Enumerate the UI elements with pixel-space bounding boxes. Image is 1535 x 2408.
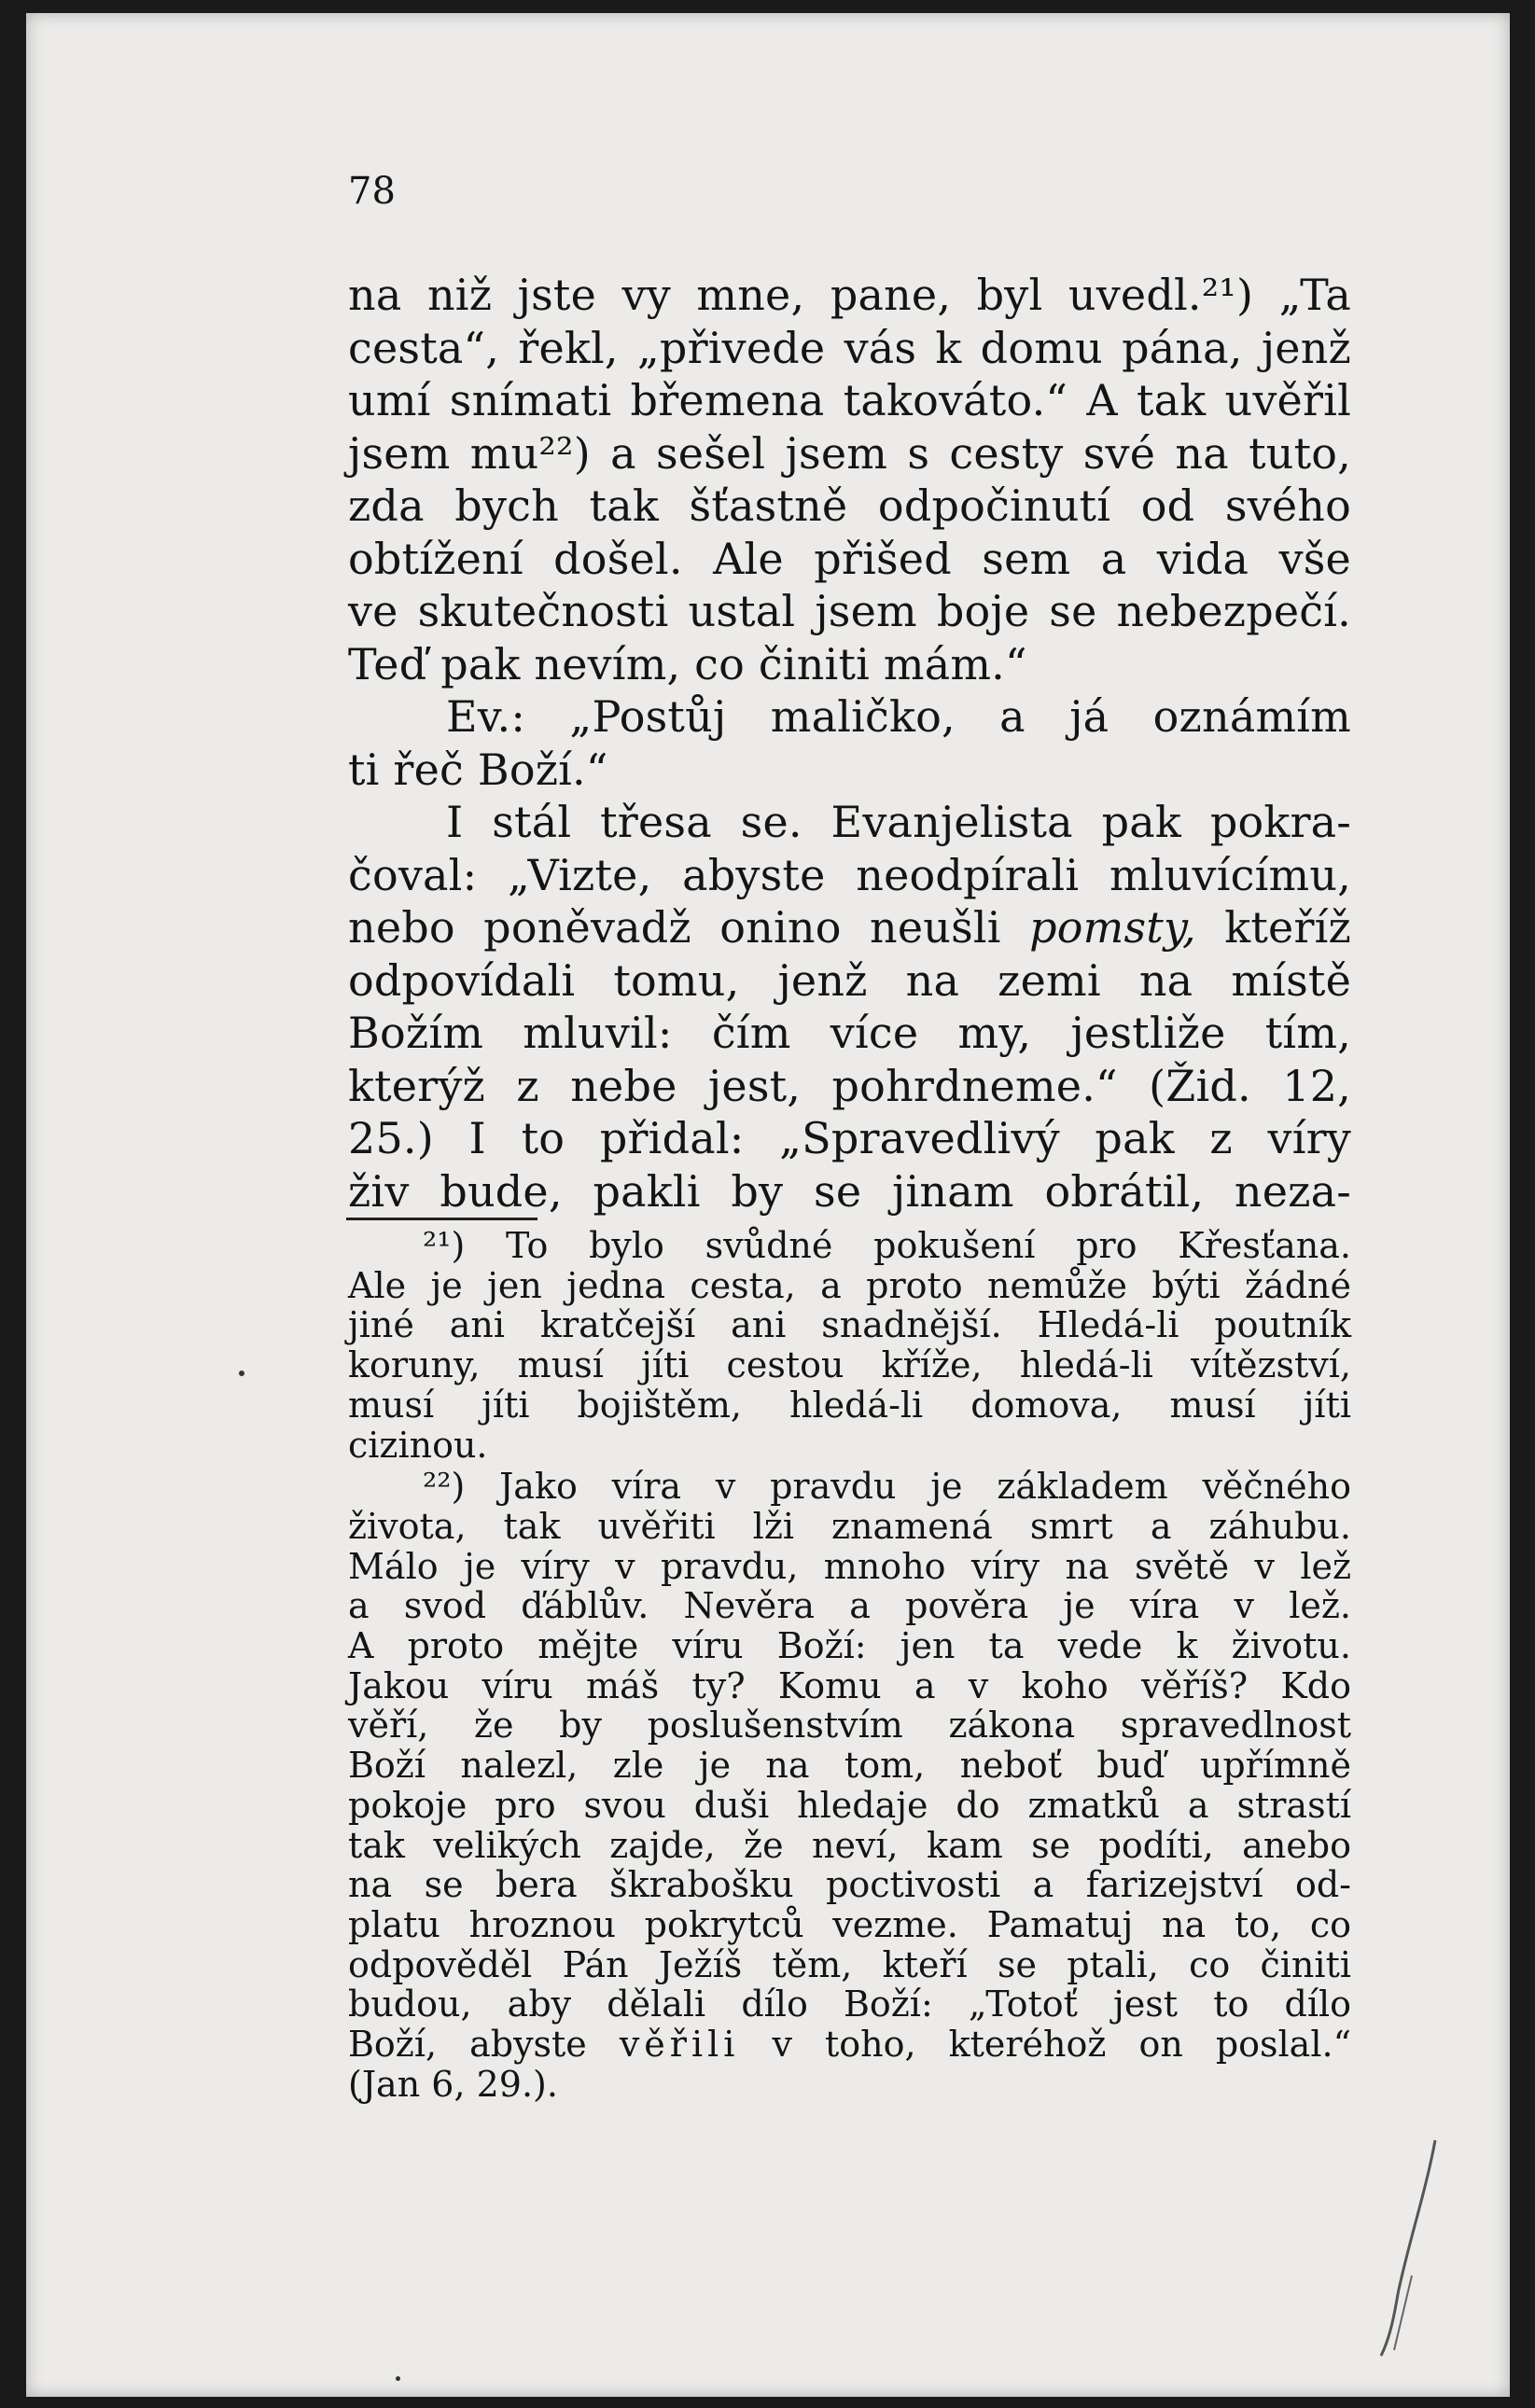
footnote-line: tak velikých zajde, že neví, kam se podíti, anebo: [348, 1824, 1351, 1866]
footnote-line: Jakou víru máš ty? Komu a v koho věříš? Kdo: [348, 1664, 1351, 1706]
ink-speck: [396, 2376, 400, 2381]
body-line: odpovídali tomu, jenž na zemi na místě: [348, 954, 1351, 1006]
footnote-line: odpověděl Pán Ježíš těm, kteří se ptali, co činiti: [348, 1943, 1351, 1985]
body-line: živ bude, pakli by se jinam obrátil, neza-: [348, 1165, 1351, 1217]
footnote-22: [348, 1467, 1351, 2104]
body-line: čoval: „Vizte, abyste neodpírali mluvícímu,: [348, 849, 1351, 900]
body-line: jsem mu²²) a sešel jsem s cesty své na tuto,: [348, 427, 1351, 479]
footnote-divider: [346, 1218, 537, 1220]
spaced-word: věřili: [619, 2024, 740, 2066]
body-line: Teď pak nevím, co činiti mám.“: [348, 638, 1027, 689]
footnote-line: cizinou.: [348, 1424, 488, 1466]
body-line: na niž jste vy mne, pane, byl uvedl.²¹) „Ta: [348, 270, 1351, 320]
footnote-line: a svod ďáblův. Nevěra a pověra je víra v lež.: [348, 1585, 1351, 1627]
body-line: obtížení došel. Ale přišed sem a vida vše: [348, 533, 1351, 584]
body-line: umí snímati břemena takováto.“ A tak uvěřil: [348, 375, 1351, 425]
ink-speck: [239, 1371, 244, 1376]
footnote-line: koruny, musí jíti cestou kříže, hledá-li vítězství,: [348, 1344, 1351, 1386]
footnote-line: platu hroznou pokrytců vezme. Pamatuj na to, co: [348, 1903, 1351, 1945]
footnote-line: věří, že by poslušenstvím zákona spravedlnost: [348, 1705, 1351, 1747]
footnote-line: pokoje pro svou duši hledaje do zmatků a strastí: [348, 1784, 1351, 1826]
footnote-line: na se bera škrabošku poctivosti a farizejství od-: [348, 1864, 1351, 1906]
pen-mark-icon: [1370, 2136, 1444, 2359]
main-text: [348, 269, 1351, 1218]
body-line: Božím mluvil: čím více my, jestliže tím,: [348, 1008, 1351, 1058]
text-run: kteříž: [1195, 902, 1351, 953]
footnote-line: musí jíti bojištěm, hledá-li domova, musí jíti: [348, 1384, 1351, 1426]
italic-word: pomsty,: [1029, 902, 1196, 953]
text-run: nebo poněvadž onino neušli: [348, 902, 1030, 953]
body-line: ve skutečnosti ustal jsem boje se nebezpečí.: [348, 586, 1351, 636]
body-line: zda bych tak šťastně odpočinutí od svého: [348, 480, 1351, 531]
book-page: [26, 13, 1510, 2397]
footnote-line: ²¹) To bylo svůdné pokušení pro Křesťana.: [423, 1225, 1351, 1266]
footnote-line: [348, 2025, 1351, 2065]
footnote-line: budou, aby dělali dílo Boží: „Totoť jest to dílo: [348, 1983, 1351, 2025]
footnote-line: Málo je víry v pravdu, mnoho víry na světě v lež: [348, 1545, 1351, 1587]
footnote-line: života, tak uvěřiti lži znamená smrt a záhubu.: [348, 1505, 1351, 1547]
footnotes: [348, 1226, 1351, 2104]
text-run: v toho, kteréhož on poslal.“: [739, 2024, 1352, 2066]
footnote-line: A proto mějte víru Boží: jen ta vede k životu.: [348, 1625, 1351, 1667]
footnote-line: jiné ani kratčejší ani snadnější. Hledá-li poutník: [348, 1304, 1351, 1346]
footnote-line: Ale je jen jedna cesta, a proto nemůže býti žádné: [348, 1264, 1351, 1306]
footnote-line: (Jan 6, 29.).: [348, 2063, 558, 2105]
body-line: ti řeč Boží.“: [348, 744, 608, 795]
body-line: kterýž z nebe jest, pohrdneme.“ (Žid. 12,: [348, 1060, 1351, 1111]
body-line: [348, 901, 1351, 954]
body-line: Ev.: „Postůj maličko, a já oznámím: [446, 691, 1351, 742]
footnote-line: Boží nalezl, zle je na tom, neboť buď upřímně: [348, 1745, 1351, 1787]
text-run: Boží, abyste: [348, 2024, 620, 2066]
body-line: 25.) I to přidal: „Spravedlivý pak z víry: [348, 1113, 1351, 1163]
footnote-21: [348, 1226, 1351, 1465]
page-number: 78: [348, 170, 396, 213]
body-line: cesta“, řekl, „přivede vás k domu pána, jenž: [348, 322, 1351, 373]
footnote-line: ²²) Jako víra v pravdu je základem věčného: [423, 1466, 1351, 1508]
body-line: I stál třesa se. Evanjelista pak pokra-: [446, 797, 1351, 847]
